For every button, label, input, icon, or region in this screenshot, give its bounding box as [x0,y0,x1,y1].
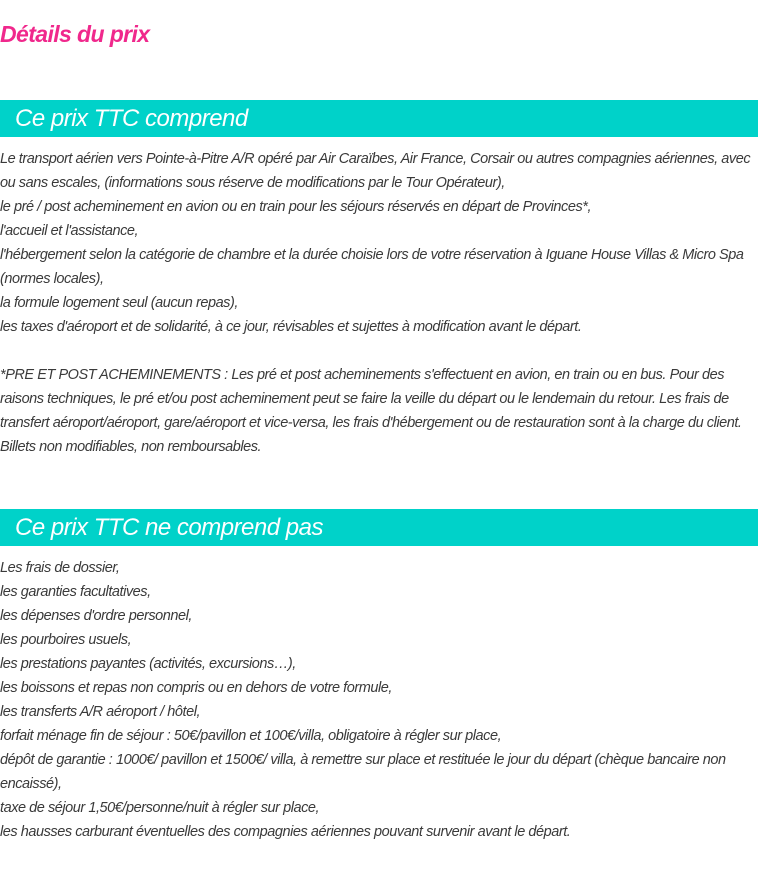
excludes-item: les prestations payantes (activités, excursions…), [0,656,296,672]
excludes-item: dépôt de garantie : 1000€/ pavillon et 1500€/ villa, à remettre sur place et restituée le jour du départ (chèque bancaire non encaissé), [0,752,726,792]
includes-item: le pré / post acheminement en avion ou en train pour les séjours réservés en départ de Provinces*, [0,199,592,215]
includes-item: les taxes d'aéroport et de solidarité, à ce jour, révisables et sujettes à modification avant le départ. [0,319,582,335]
includes-item: l'hébergement selon la catégorie de chambre et la durée choisie lors de votre réservation à Iguane House Villas & Micro Spa (normes locales), [0,247,744,287]
excludes-item: Les frais de dossier, [0,560,120,576]
transfer-note [0,363,758,459]
excludes-item: les hausses carburant éventuelles des compagnies aériennes pouvant survenir avant le départ. [0,824,571,840]
excludes-item: forfait ménage fin de séjour : 50€/pavillon et 100€/villa, obligatoire à régler sur place, [0,728,502,744]
excludes-item: les garanties facultatives, [0,584,151,600]
includes-item: l'accueil et l'assistance, [0,223,139,239]
excludes-list [0,556,758,844]
excludes-item: les boissons et repas non compris ou en dehors de votre formule, [0,680,392,696]
excludes-item: taxe de séjour 1,50€/personne/nuit à régler sur place, [0,800,320,816]
excludes-item: les transferts A/R aéroport / hôtel, [0,704,201,720]
includes-item: la formule logement seul (aucun repas), [0,295,238,311]
excludes-item: les dépenses d'ordre personnel, [0,608,192,624]
excludes-heading: Ce prix TTC ne comprend pas [0,509,758,546]
includes-list [0,147,758,339]
includes-item: Le transport aérien vers Pointe-à-Pitre A/R opéré par Air Caraïbes, Air France, Corsair ou autres compagnies aériennes, avec ou sans escales, (informations sous réserve de modifications par le Tour Opérateur), [0,151,751,191]
includes-heading: Ce prix TTC comprend [0,100,758,137]
transfer-note-text: *PRE ET POST ACHEMINEMENTS : Les pré et post acheminements s'effectuent en avion, en train ou en bus. Pour des raisons techniques, le pré et/ou post acheminement peut se faire la veille du départ ou le lendemain du retour. Les frais de transfert aéroport/aéroport, gare/aéroport et vice-versa, les frais d'hébergement ou de restauration sont à la charge du client. Billets non modifiables, non remboursables. [0,367,742,455]
excludes-item: les pourboires usuels, [0,632,132,648]
page-title: Détails du prix [0,21,150,47]
